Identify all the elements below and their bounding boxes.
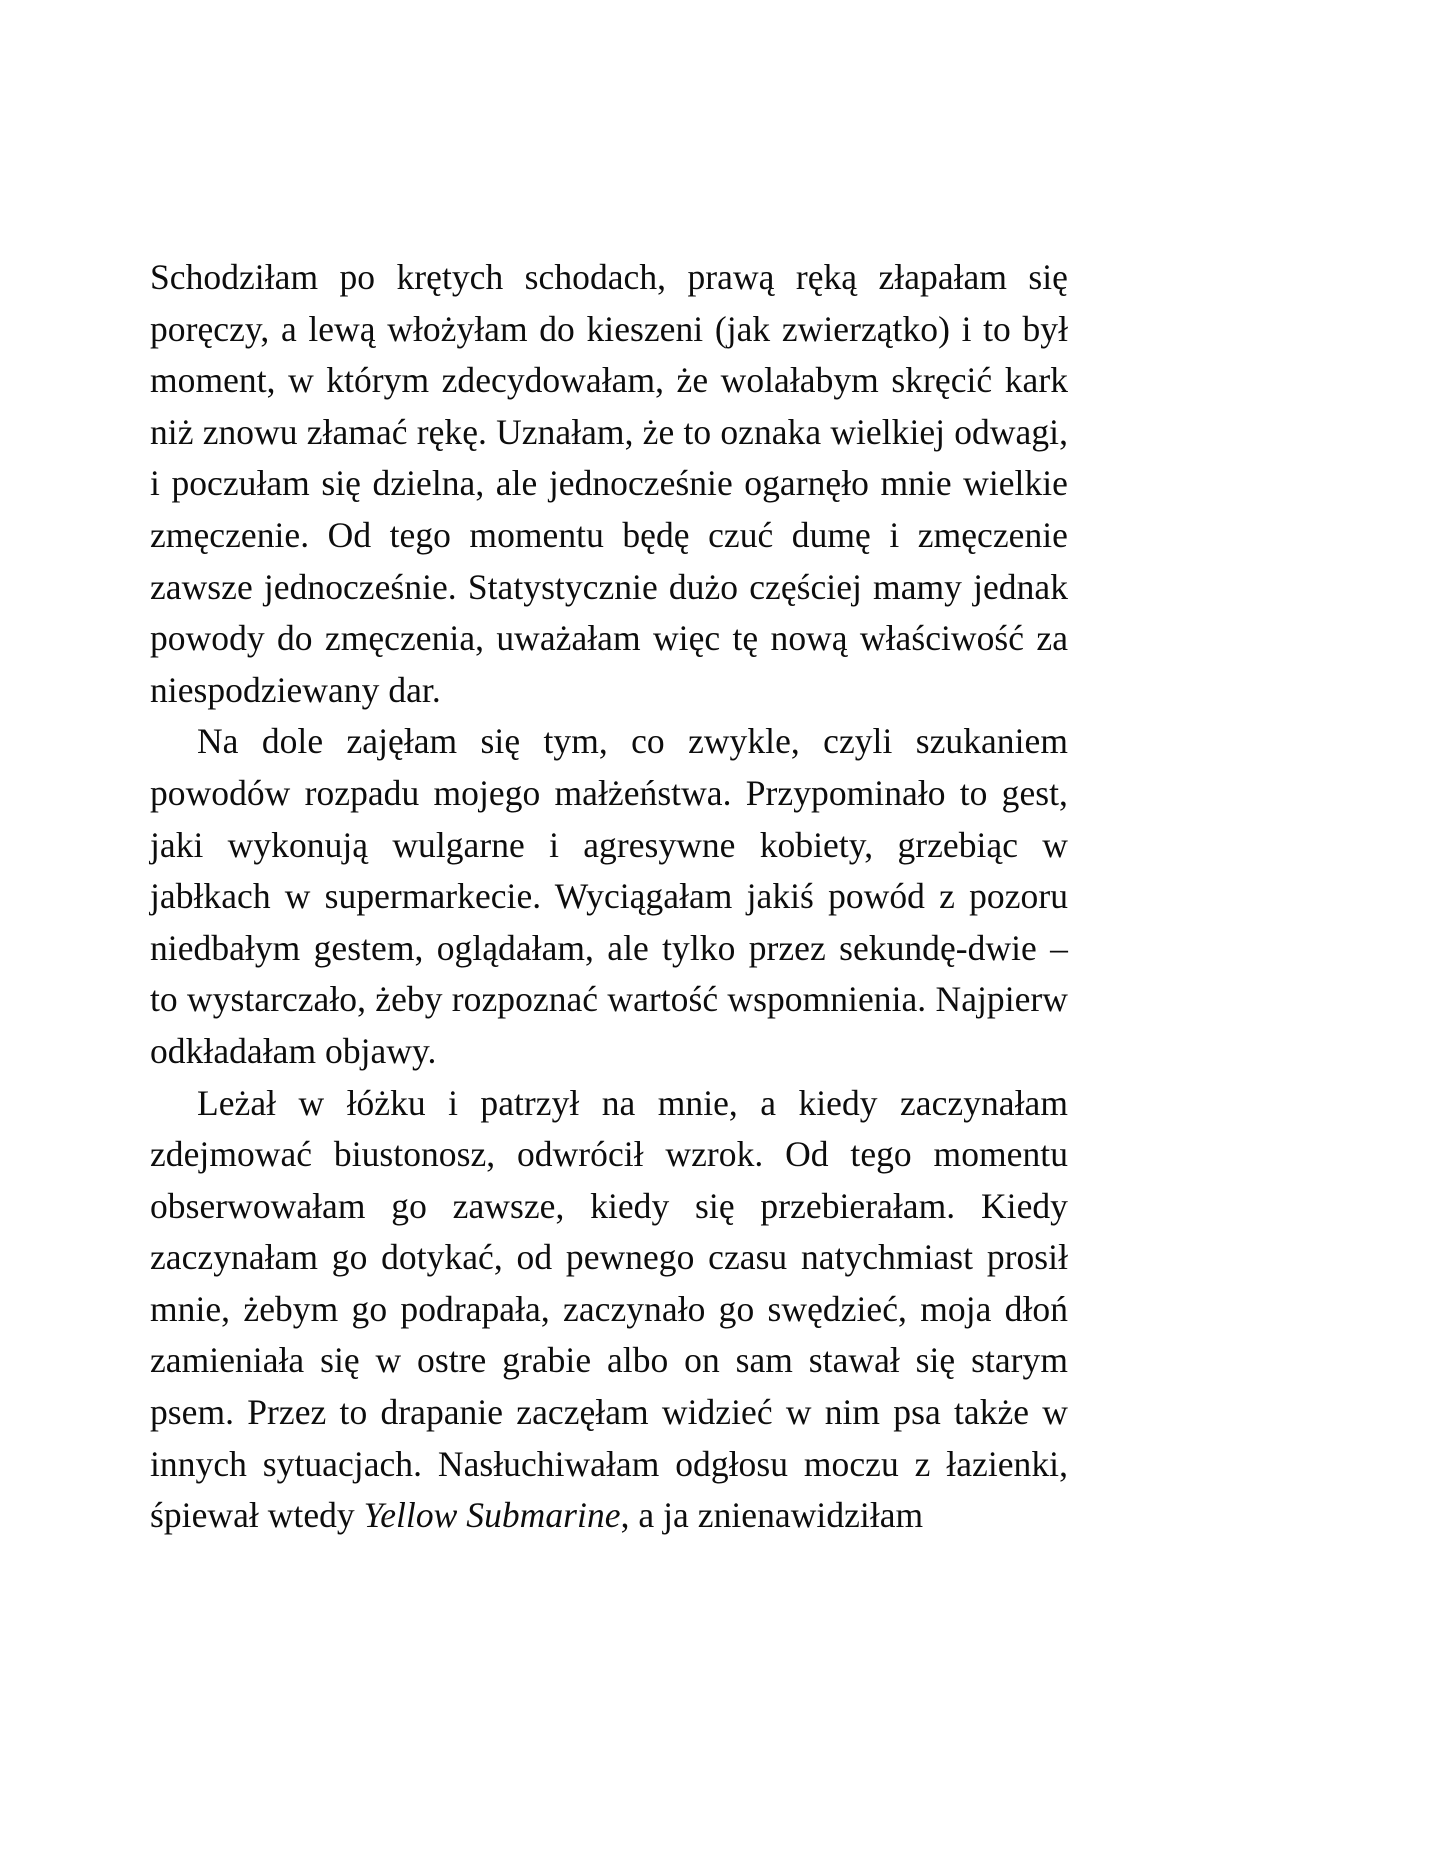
paragraph-2: Na dole zajęłam się tym, co zwykle, czyli szukaniem powodów rozpadu mojego małżeństwa. Przypominało to gest, jaki wykonują wulgarne i agresywne kobiety, grzebiąc w jabłkach w supermarkecie. Wyciągałam jakiś powód z pozoru niedbałym gestem, oglądałam, ale tylko przez sekundę-dwie – to wystarczało, żeby rozpoznać wartość wspomnienia. Najpierw odkładałam objawy.	[150, 721, 1068, 1071]
paragraph-3-segment-lead: Leżał w łóżku i patrzył na mnie, a kiedy zaczynałam zdejmować biustonosz, odwrócił wzrok. Od tego momentu obserwowałam go zawsze, kiedy się przebierałam. Kiedy zaczynałam go dotykać, od pewnego czasu natychmiast prosił mnie, żebym go podrapała, zaczynało go swędzieć, moja dłoń zamieniała się w ostre grabie albo on sam stawał się starym psem. Przez to drapanie zaczęłam widzieć w nim psa także w innych sytuacjach. Nasłuchiwałam odgłosu moczu z łazienki, śpiewał wtedy	[150, 1082, 1068, 1536]
paragraph-3	[150, 1078, 1068, 1542]
body-text-column	[150, 252, 1068, 1542]
paragraph-1: Schodziłam po krętych schodach, prawą ręką złapałam się poręczy, a lewą włożyłam do kieszeni (jak zwierzątko) i to był moment, w którym zdecydowałam, że wolałabym skręcić kark niż znowu złamać rękę. Uznałam, że to oznaka wielkiej odwagi, i poczułam się dzielna, ale jednocześnie ogarnęło mnie wielkie zmęczenie. Od tego momentu będę czuć dumę i zmęczenie zawsze jednocześnie. Statystycznie dużo częściej mamy jednak powody do zmęczenia, uważałam więc tę nową właściwość za niespodziewany dar.	[150, 257, 1068, 710]
paragraph-3-segment-tail: , a ja znienawidziłam	[620, 1495, 924, 1536]
song-title-yellow-submarine: Yellow Submarine	[363, 1495, 621, 1536]
